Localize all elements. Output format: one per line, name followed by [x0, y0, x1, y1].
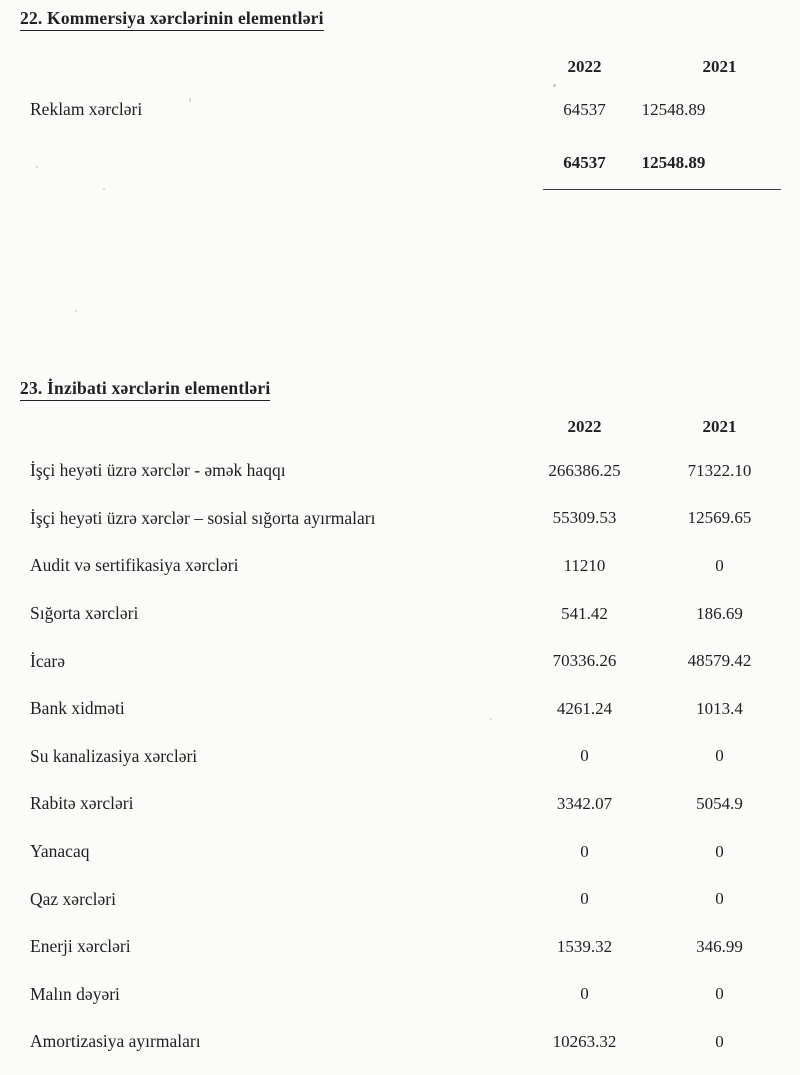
scan-speckle — [103, 188, 105, 190]
value-2021: 12548.89 — [641, 99, 706, 119]
table-row — [0, 923, 800, 971]
scan-speckle — [75, 310, 77, 312]
table-row — [0, 590, 800, 638]
value-2022: 0 — [580, 984, 589, 1004]
section-22-heading-text: 22. Kommersiya xərclərinin elementləri — [20, 8, 324, 31]
row-label: Qaz xərcləri — [30, 888, 116, 909]
value-2022: 70336.26 — [552, 651, 617, 671]
section-23-rows — [0, 447, 800, 1066]
value-2022: 0 — [580, 746, 589, 766]
value-2021: 0 — [715, 1031, 724, 1051]
value-2021: 0 — [715, 984, 724, 1004]
value-2021: 71322.10 — [687, 460, 752, 480]
value-2021: 0 — [715, 746, 724, 766]
table-row — [0, 1018, 800, 1066]
value-2022: 55309.53 — [552, 508, 617, 528]
section-23-header-row — [0, 417, 800, 437]
row-label: Amortizasiya ayırmaları — [30, 1031, 201, 1052]
value-2021: 0 — [715, 889, 724, 909]
total-value-2021: 12548.89 — [641, 153, 706, 172]
table-row — [0, 637, 800, 685]
total-value-2022: 64537 — [563, 153, 606, 172]
value-2022: 266386.25 — [548, 460, 621, 480]
table-row — [0, 780, 800, 828]
value-2022: 0 — [580, 841, 589, 861]
value-2022: 11210 — [563, 555, 606, 575]
section-22-header-row — [0, 57, 800, 77]
table-row — [0, 733, 800, 781]
value-2022: 1539.32 — [556, 936, 613, 956]
scan-speckle — [553, 84, 556, 87]
row-label: Su kanalizasiya xərcləri — [30, 745, 198, 766]
value-2021: 0 — [715, 841, 724, 861]
column-header-2021: 2021 — [702, 57, 737, 76]
row-label: Sığorta xərcləri — [30, 603, 139, 624]
value-2021: 5054.9 — [696, 793, 743, 813]
column-header-2022: 2022 — [567, 57, 602, 76]
table-row — [0, 828, 800, 876]
section-22-heading — [20, 8, 324, 31]
row-label: İcarə — [30, 650, 65, 671]
value-2022: 10263.32 — [552, 1031, 617, 1051]
value-2022: 4261.24 — [556, 698, 613, 718]
row-label: Reklam xərcləri — [30, 99, 143, 119]
row-label: İşçi heyəti üzrə xərclər - əmək haqqı — [30, 460, 286, 481]
row-label: Yanacaq — [30, 841, 90, 862]
section-23-heading — [20, 378, 270, 401]
row-label: Audit və sertifikasiya xərcləri — [30, 555, 239, 576]
row-label: Bank xidməti — [30, 698, 125, 719]
value-2022: 64537 — [563, 99, 606, 119]
scan-speckle — [36, 166, 38, 168]
row-label: Malın dəyəri — [30, 983, 120, 1004]
value-2021: 12569.65 — [687, 508, 752, 528]
scan-speckle — [490, 718, 492, 720]
value-2022: 541.42 — [561, 603, 608, 623]
column-header-2022: 2022 — [567, 417, 602, 436]
column-header-2021: 2021 — [702, 417, 737, 436]
row-label: Enerji xərcləri — [30, 936, 131, 957]
total-row — [0, 153, 800, 173]
table-row — [0, 875, 800, 923]
section-23-heading-text: 23. İnzibati xərclərin elementləri — [20, 378, 270, 401]
value-2021: 186.69 — [696, 603, 743, 623]
row-label: Rabitə xərcləri — [30, 793, 134, 814]
table-row — [0, 971, 800, 1019]
table-row — [0, 447, 800, 495]
scan-speckle — [189, 98, 191, 102]
value-2022: 0 — [580, 889, 589, 909]
row-label: İşçi heyəti üzrə xərclər – sosial sığorta ayırmaları — [30, 507, 376, 528]
value-2022: 3342.07 — [556, 793, 613, 813]
value-2021: 1013.4 — [696, 698, 743, 718]
value-2021: 48579.42 — [687, 651, 752, 671]
value-2021: 0 — [715, 555, 724, 575]
table-row — [0, 685, 800, 733]
table-row — [0, 99, 800, 120]
table-row — [0, 542, 800, 590]
table-row — [0, 495, 800, 543]
total-underline — [543, 189, 781, 190]
value-2021: 346.99 — [696, 936, 743, 956]
